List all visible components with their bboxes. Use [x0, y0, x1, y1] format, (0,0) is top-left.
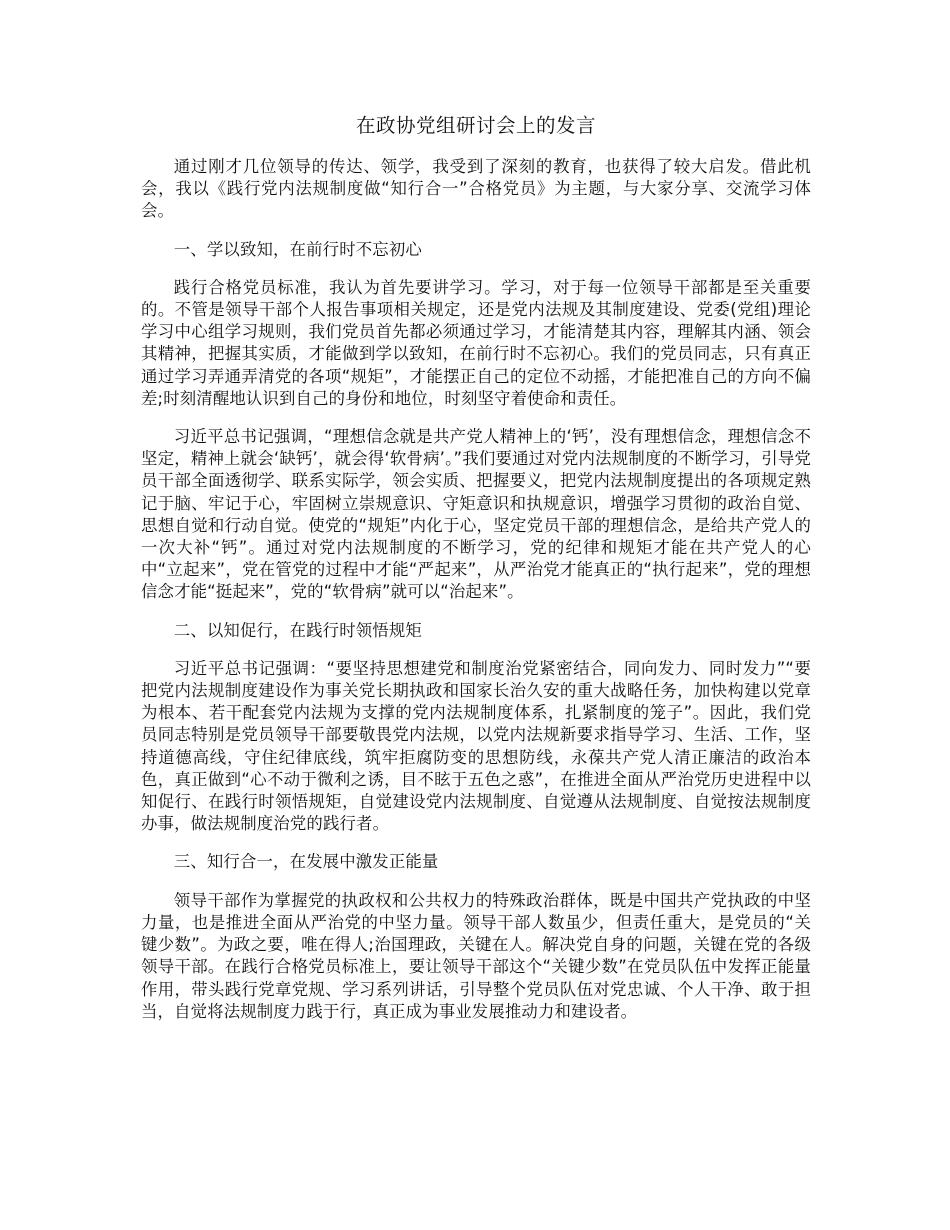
document-page [141, 112, 811, 1039]
section-1-paragraph-1: 践行合格党员标准，我认为首先要讲学习。学习，对于每一位领导干部都是至关重要的。不管是领导干部个人报告事项相关规定，还是党内法规及其制度建设、党委(党组)理论学习中心组学习规则，我们党员首先都必须通过学习，才能清楚其内容，理解其内涵、领会其精神，把握其实质，才能做到学以致知，在前行时不忘初心。我们的党员同志，只有真正通过学习弄通弄清党的各项“规矩”，才能摆正自己的定位不动摇，才能把准自己的方向不偏差;时刻清醒地认识到自己的身份和地位，时刻坚守着使命和责任。 [141, 277, 811, 408]
section-3-heading: 三、知行合一，在发展中激发正能量 [173, 852, 439, 872]
intro-paragraph: 通过刚才几位领导的传达、领学，我受到了深刻的教育，也获得了较大启发。借此机会，我以《践行党内法规制度做“知行合一”合格党员》为主题，与大家分享、交流学习体会。 [141, 157, 811, 221]
section-3-paragraph-1: 领导干部作为掌握党的执政权和公共权力的特殊政治群体，既是中国共产党执政的中坚力量，也是推进全面从严治党的中坚力量。领导干部人数虽少，但责任重大，是党员的“关键少数”。为政之要，唯在得人;治国理政，关键在人。解决党自身的问题，关键在党的各级领导干部。在践行合格党员标准上，要让领导干部这个“关键少数”在党员队伍中发挥正能量作用，带头践行党章党规、学习系列讲话，引导整个党员队伍对党忠诚、个人干净、敢于担当，自觉将法规制度力践于行，真正成为事业发展推动力和建设者。 [141, 890, 811, 1021]
section-2-paragraph-1: 习近平总书记强调：“要坚持思想建党和制度治党紧密结合，同向发力、同时发力”“要把党内法规制度建设作为事关党长期执政和国家长治久安的重大战略任务，加快构建以党章为根本、若干配套党内法规为支撑的党内法规制度体系，扎紧制度的笼子”。因此，我们党员同志特别是党员领导干部要敬畏党内法规，以党内法规新要求指导学习、生活、工作，坚持道德高线，守住纪律底线，筑牢拒腐防变的思想防线，永葆共产党人清正廉洁的政治本色，真正做到“心不动于微利之诱，目不眩于五色之惑”，在推进全面从严治党历史进程中以知促行、在践行时领悟规矩，自觉建设党内法规制度、自觉遵从法规制度、自觉按法规制度办事，做法规制度治党的践行者。 [141, 658, 811, 834]
section-1-heading: 一、学以致知，在前行时不忘初心 [173, 239, 422, 259]
section-1-paragraph-2: 习近平总书记强调，“理想信念就是共产党人精神上的‘钙’，没有理想信念，理想信念不坚定，精神上就会‘缺钙’，就会得‘软骨病’。”我们要通过对党内法规制度的不断学习，引导党员干部全面透彻学、联系实际学，领会实质、把握要义，把党内法规制度提出的各项规定熟记于脑、牢记于心，牢固树立崇规意识、守矩意识和执规意识，增强学习贯彻的政治自觉、思想自觉和行动自觉。使党的“规矩”内化于心，坚定党员干部的理想信念，是给共产党人的一次大补“钙”。通过对党内法规制度的不断学习，党的纪律和规矩才能在共产党人的心中“立起来”，党在管党的过程中才能“严起来”，从严治党才能真正的“执行起来”，党的理想信念才能“挺起来”，党的“软骨病”就可以“治起来”。 [141, 427, 811, 602]
section-2-heading: 二、以知促行，在践行时领悟规矩 [173, 620, 422, 640]
document-title: 在政协党组研讨会上的发言 [355, 114, 596, 137]
